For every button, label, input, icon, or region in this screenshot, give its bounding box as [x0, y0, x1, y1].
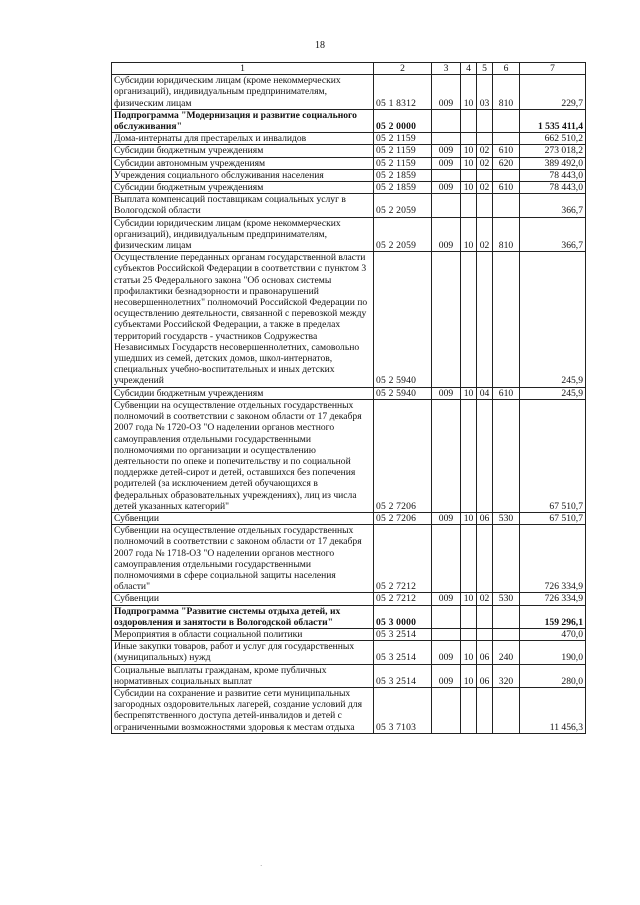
row-name: Учреждения социального обслуживания населения	[112, 169, 374, 181]
row-subsection	[477, 194, 493, 217]
row-name: Субвенции	[112, 512, 374, 524]
row-ved: 009	[432, 664, 461, 687]
row-subsection: 02	[477, 182, 493, 194]
row-ved: 009	[432, 217, 461, 252]
row-expense-type: 530	[493, 593, 520, 605]
row-subsection: 02	[477, 145, 493, 157]
row-name: Субвенции на осуществление отдельных государственных полномочий в соответствии с законом области от 17 декабря 2007 года № 1720-ОЗ "О наделении органов местного самоуправления отдельными государственными полномочиями по организации и осуществлению деятельности по опеке и попечительству и по социальной поддержке детей-сирот и детей, оставшихся без попечения родителей (за исключением детей обучающихся в федеральных образовательных учреждениях), лиц из числа детей указанных категорий"	[112, 399, 374, 512]
row-section	[461, 109, 477, 132]
row-expense-type: 810	[493, 217, 520, 252]
column-header: 7	[520, 63, 586, 75]
row-name: Субсидии на сохранение и развитие сети муниципальных загородных оздоровительных лагерей, создание условий для беспрепятственного доступа детей-инвалидов и детей с ограниченными возможностями здоровья к местам отдыха	[112, 687, 374, 733]
table-row	[112, 157, 586, 169]
row-name: Подпрограмма "Развитие системы отдыха детей, их оздоровления и занятости в Вологодской области"	[112, 605, 374, 628]
row-subsection	[477, 252, 493, 387]
row-code: 05 2 1859	[374, 169, 432, 181]
row-amount: 11 456,3	[520, 687, 586, 733]
row-name: Социальные выплаты гражданам, кроме публичных нормативных социальных выплат	[112, 664, 374, 687]
table-row	[112, 109, 586, 132]
row-amount: 67 510,7	[520, 512, 586, 524]
row-expense-type: 240	[493, 641, 520, 664]
row-amount: 78 443,0	[520, 182, 586, 194]
row-expense-type: 530	[493, 512, 520, 524]
row-expense-type	[493, 194, 520, 217]
row-ved: 009	[432, 145, 461, 157]
row-expense-type: 620	[493, 157, 520, 169]
row-amount: 78 443,0	[520, 169, 586, 181]
row-ved	[432, 605, 461, 628]
row-section	[461, 687, 477, 733]
row-amount: 245,9	[520, 387, 586, 399]
row-ved	[432, 133, 461, 145]
table-row	[112, 169, 586, 181]
row-subsection	[477, 133, 493, 145]
row-ved: 009	[432, 387, 461, 399]
row-name: Субсидии бюджетным учреждениям	[112, 387, 374, 399]
row-amount: 67 510,7	[520, 399, 586, 512]
table-row	[112, 194, 586, 217]
row-code: 05 2 5940	[374, 252, 432, 387]
row-section: 10	[461, 641, 477, 664]
row-code: 05 2 7206	[374, 399, 432, 512]
row-ved	[432, 525, 461, 593]
row-code: 05 2 5940	[374, 387, 432, 399]
row-amount: 159 296,1	[520, 605, 586, 628]
row-subsection	[477, 399, 493, 512]
row-ved: 009	[432, 75, 461, 110]
row-section: 10	[461, 387, 477, 399]
row-name: Субвенции на осуществление отдельных государственных полномочий в соответствии с законом области от 17 декабря 2007 года № 1718-ОЗ "О наделении органов местного самоуправления отдельными государственными полномочиями в сфере социальной защиты населения области"	[112, 525, 374, 593]
row-expense-type: 320	[493, 664, 520, 687]
row-name: Подпрограмма "Модернизация и развитие социального обслуживания"	[112, 109, 374, 132]
row-section: 10	[461, 157, 477, 169]
row-name: Осуществление переданных органам государственной власти субъектов Российской Федерации в соответствии с пунктом 3 статьи 25 Федерального закона "Об основах системы профилактики безнадзорности и правонарушений несовершеннолетних" полномочий Российской Федерации по осуществлению деятельности, связанной с перевозкой между субъектами Российской Федерации, а также в пределах территорий государств - участников Содружества Независимых Государств несовершеннолетних, самовольно ушедших из семей, детских домов, школ-интернатов, специальных учебно-воспитательных и иных детских учреждений	[112, 252, 374, 387]
row-ved	[432, 399, 461, 512]
row-amount: 245,9	[520, 252, 586, 387]
row-section: 10	[461, 512, 477, 524]
row-code: 05 2 0000	[374, 109, 432, 132]
row-code: 05 3 2514	[374, 664, 432, 687]
row-subsection	[477, 628, 493, 640]
table-row	[112, 217, 586, 252]
table-row	[112, 628, 586, 640]
table-row	[112, 387, 586, 399]
row-ved: 009	[432, 512, 461, 524]
budget-table	[111, 62, 586, 734]
row-expense-type: 610	[493, 387, 520, 399]
row-name: Субсидии бюджетным учреждениям	[112, 182, 374, 194]
table-row	[112, 664, 586, 687]
row-ved	[432, 194, 461, 217]
row-name: Субсидии бюджетным учреждениям	[112, 145, 374, 157]
table-row	[112, 512, 586, 524]
row-section: 10	[461, 664, 477, 687]
table-row	[112, 145, 586, 157]
row-amount: 726 334,9	[520, 525, 586, 593]
row-name: Дома-интернаты для престарелых и инвалидов	[112, 133, 374, 145]
row-name: Мероприятия в области социальной политики	[112, 628, 374, 640]
row-expense-type	[493, 525, 520, 593]
row-subsection	[477, 109, 493, 132]
row-code: 05 3 2514	[374, 628, 432, 640]
row-code: 05 2 1159	[374, 133, 432, 145]
row-code: 05 2 1159	[374, 145, 432, 157]
row-subsection: 03	[477, 75, 493, 110]
row-amount: 280,0	[520, 664, 586, 687]
row-section	[461, 399, 477, 512]
row-section	[461, 605, 477, 628]
row-section	[461, 252, 477, 387]
row-amount: 662 510,2	[520, 133, 586, 145]
row-name: Выплата компенсаций поставщикам социальных услуг в Вологодской области	[112, 194, 374, 217]
row-subsection: 02	[477, 217, 493, 252]
row-expense-type	[493, 628, 520, 640]
row-amount: 389 492,0	[520, 157, 586, 169]
row-section	[461, 628, 477, 640]
row-code: 05 3 7103	[374, 687, 432, 733]
row-expense-type	[493, 252, 520, 387]
row-ved: 009	[432, 182, 461, 194]
column-header: 2	[374, 63, 432, 75]
row-code: 05 2 2059	[374, 194, 432, 217]
column-header: 3	[432, 63, 461, 75]
row-expense-type	[493, 109, 520, 132]
row-expense-type	[493, 399, 520, 512]
row-section	[461, 169, 477, 181]
row-ved	[432, 169, 461, 181]
row-section	[461, 194, 477, 217]
row-amount: 190,0	[520, 641, 586, 664]
row-ved: 009	[432, 157, 461, 169]
row-section: 10	[461, 182, 477, 194]
table-row	[112, 687, 586, 733]
table-row	[112, 641, 586, 664]
row-expense-type	[493, 687, 520, 733]
table-row	[112, 593, 586, 605]
row-subsection: 06	[477, 664, 493, 687]
row-expense-type: 610	[493, 145, 520, 157]
table-row	[112, 182, 586, 194]
row-name: Иные закупки товаров, работ и услуг для государственных (муниципальных) нужд	[112, 641, 374, 664]
row-amount: 1 535 411,4	[520, 109, 586, 132]
table-row	[112, 252, 586, 387]
row-subsection	[477, 687, 493, 733]
row-section: 10	[461, 593, 477, 605]
table-row	[112, 133, 586, 145]
row-amount: 366,7	[520, 194, 586, 217]
row-ved: 009	[432, 593, 461, 605]
row-subsection: 04	[477, 387, 493, 399]
row-subsection: 06	[477, 512, 493, 524]
row-ved	[432, 628, 461, 640]
table-row	[112, 605, 586, 628]
row-section	[461, 525, 477, 593]
row-code: 05 2 7212	[374, 593, 432, 605]
table-row	[112, 75, 586, 110]
row-name: Субсидии юридическим лицам (кроме некоммерческих организаций), индивидуальным предпринимателям, физическим лицам	[112, 75, 374, 110]
row-code: 05 3 2514	[374, 641, 432, 664]
row-expense-type	[493, 133, 520, 145]
column-header: 6	[493, 63, 520, 75]
row-ved	[432, 252, 461, 387]
row-section	[461, 133, 477, 145]
table-row	[112, 399, 586, 512]
row-amount: 366,7	[520, 217, 586, 252]
scan-mark: ·	[260, 862, 263, 870]
row-amount: 470,0	[520, 628, 586, 640]
row-expense-type: 810	[493, 75, 520, 110]
row-code: 05 2 2059	[374, 217, 432, 252]
page-number: 18	[315, 40, 325, 51]
row-section: 10	[461, 217, 477, 252]
row-expense-type: 610	[493, 182, 520, 194]
row-name: Субсидии автономным учреждениям	[112, 157, 374, 169]
row-code: 05 3 0000	[374, 605, 432, 628]
row-name: Субвенции	[112, 593, 374, 605]
row-code: 05 1 8312	[374, 75, 432, 110]
row-code: 05 2 1859	[374, 182, 432, 194]
row-subsection: 02	[477, 593, 493, 605]
column-header: 1	[112, 63, 374, 75]
row-code: 05 2 1159	[374, 157, 432, 169]
row-amount: 726 334,9	[520, 593, 586, 605]
row-amount: 273 018,2	[520, 145, 586, 157]
table-header-row	[112, 63, 586, 75]
row-subsection	[477, 169, 493, 181]
row-subsection	[477, 525, 493, 593]
row-expense-type	[493, 605, 520, 628]
row-amount: 229,7	[520, 75, 586, 110]
row-subsection: 02	[477, 157, 493, 169]
row-subsection: 06	[477, 641, 493, 664]
row-code: 05 2 7212	[374, 525, 432, 593]
row-ved: 009	[432, 641, 461, 664]
row-section: 10	[461, 75, 477, 110]
row-ved	[432, 687, 461, 733]
row-section: 10	[461, 145, 477, 157]
column-header: 5	[477, 63, 493, 75]
row-subsection	[477, 605, 493, 628]
row-ved	[432, 109, 461, 132]
row-expense-type	[493, 169, 520, 181]
column-header: 4	[461, 63, 477, 75]
row-name: Субсидии юридическим лицам (кроме некоммерческих организаций), индивидуальным предпринимателям, физическим лицам	[112, 217, 374, 252]
row-code: 05 2 7206	[374, 512, 432, 524]
table-row	[112, 525, 586, 593]
